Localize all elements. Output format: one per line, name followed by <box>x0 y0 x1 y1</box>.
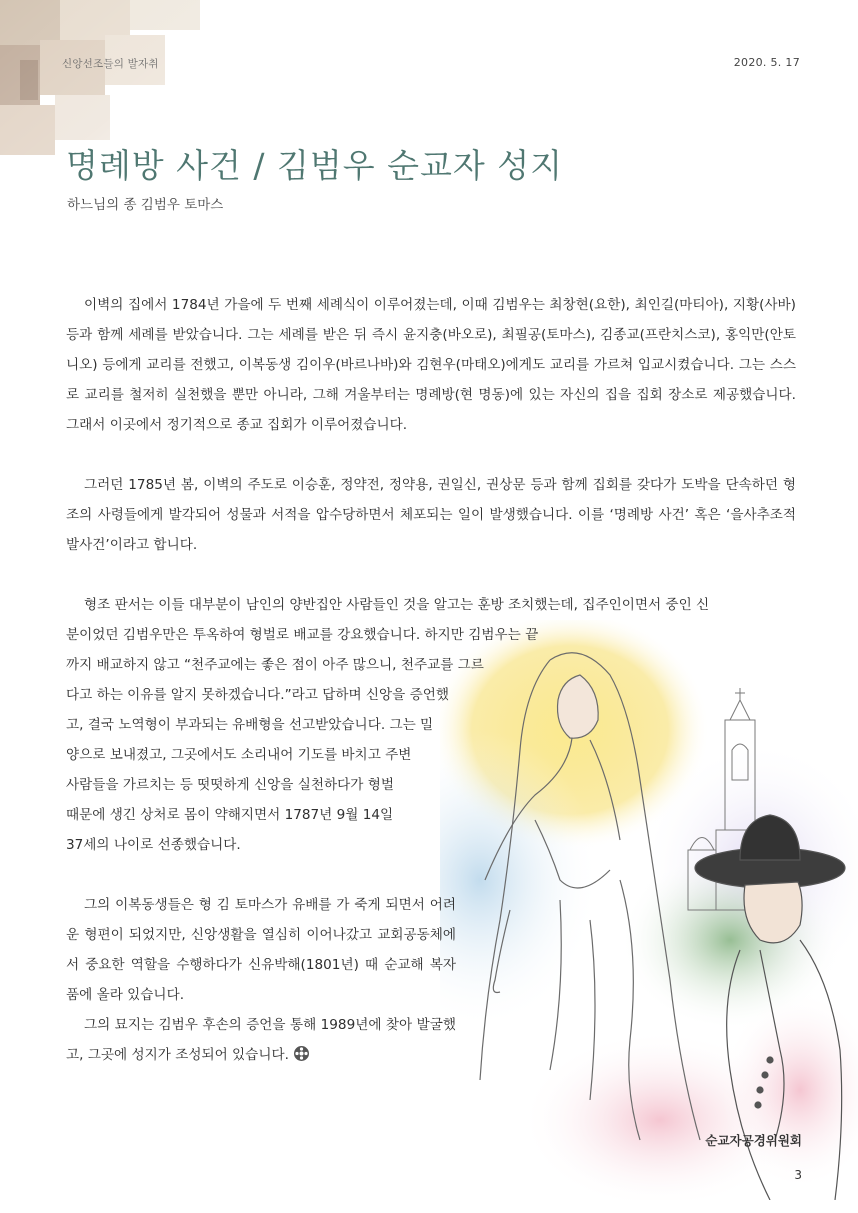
paragraph-3-line-2: 분이었던 김범우만은 투옥하여 형벌로 배교를 강요했습니다. 하지만 김범우는 끝 <box>66 627 539 643</box>
paragraph-5-text: 그의 묘지는 김범우 후손의 증언을 통해 1989년에 찾아 발굴했고, 그곳에 성지가 조성되어 있습니다. <box>66 1017 456 1063</box>
paragraph-3-line-8: 때문에 생긴 상처로 몸이 약해지면서 1787년 9월 14일 <box>66 807 394 823</box>
end-mark-icon <box>293 1045 310 1062</box>
paragraph-3-line-3: 까지 배교하지 않고 “천주교에는 좋은 점이 아주 많으니, 천주교를 그르 <box>66 657 484 673</box>
article-body-narrow <box>66 620 611 1070</box>
page-number: 3 <box>794 1168 802 1182</box>
issue-date: 2020. 5. 17 <box>733 56 800 69</box>
article-body-wide <box>66 290 796 620</box>
article-title: 명례방 사건 / 김범우 순교자 성지 <box>66 146 563 185</box>
paragraph-3-line-4: 다고 하는 이유를 알지 못하겠습니다.”라고 답하며 신앙을 증언했 <box>66 687 450 703</box>
committee-name: 순교자공경위원회 <box>705 1133 802 1148</box>
paragraph-3-line-5: 고, 결국 노역형이 부과되는 유배형을 선고받았습니다. 그는 밀 <box>66 717 434 733</box>
paragraph-2: 그러던 1785년 봄, 이벽의 주도로 이승훈, 정약전, 정약용, 권일신, 권상문 등과 함께 집회를 갖다가 도박을 단속하던 형조의 사령들에게 발각되어 성물과 서적을 압수당하면서 체포되는 일이 발생했습니다. 이를 ‘명례방 사건’ 혹은 ‘을사추조적발사건’이라고 합니다. <box>66 477 796 553</box>
paragraph-3-line-1: 형조 판서는 이들 대부분이 남인의 양반집안 사람들인 것을 알고는 훈방 조치했는데, 집주인이면서 중인 신 <box>84 597 710 613</box>
article-subtitle: 하느님의 종 김범우 토마스 <box>67 197 224 213</box>
paragraph-3-line-9: 37세의 나이로 선종했습니다. <box>66 837 241 853</box>
section-label: 신앙선조들의 발자취 <box>62 58 159 70</box>
paragraph-1: 이벽의 집에서 1784년 가을에 두 번째 세례식이 이루어졌는데, 이때 김범우는 최창현(요한), 최인길(마티아), 지황(사바) 등과 함께 세례를 받았습니다. 그는 세례를 받은 뒤 즉시 윤지충(바오로), 최필공(토마스), 김종교(프란치스코), 홍익만(안토니오) 등에게 교리를 전했고, 이복동생 김이우(바르나바)와 김현우(마태오)에게도 교리를 가르쳐 입교시켰습니다. 그는 스스로 교리를 철저히 실천했을 뿐만 아니라, 그해 겨울부터는 명례방(현 명동)에 있는 자신의 집을 집회 장소로 제공했습니다. 그래서 이곳에서 정기적으로 종교 집회가 이루어졌습니다. <box>66 297 796 433</box>
paragraph-5 <box>66 1010 456 1070</box>
paragraph-4: 그의 이복동생들은 형 김 토마스가 유배를 가 죽게 되면서 어려운 형편이 되었지만, 신앙생활을 열심히 이어나갔고 교회공동체에서 중요한 역할을 수행하다가 신유박해(1801년) 때 순교해 복자품에 올라 있습니다. <box>66 897 456 1003</box>
paragraph-3-line-7: 사람들을 가르치는 등 떳떳하게 신앙을 실천하다가 형벌 <box>66 777 394 793</box>
paragraph-3-line-6: 양으로 보내졌고, 그곳에서도 소리내어 기도를 바치고 주변 <box>66 747 412 763</box>
